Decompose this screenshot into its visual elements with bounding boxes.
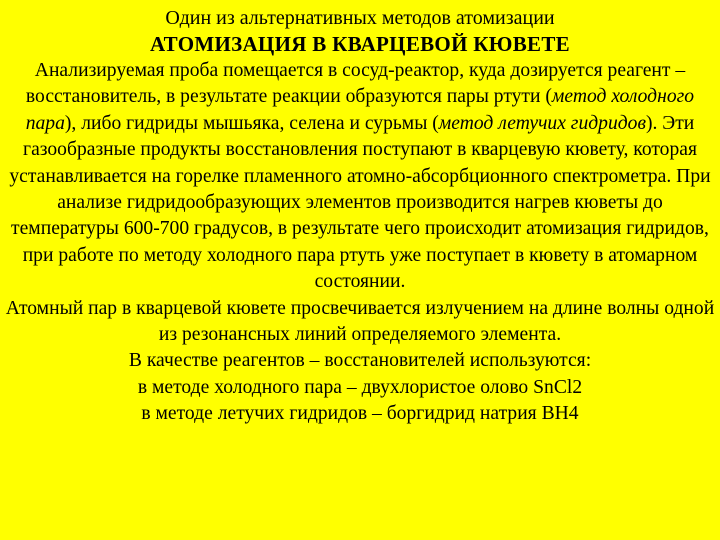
paragraph-part-2: ), либо гидриды мышьяка, селена и сурьмы ( xyxy=(64,112,439,134)
paragraph-part-1: Анализируемая проба помещается в сосуд-реактор, куда дозируется реагент – восстановитель, в результате реакции образуются пары ртути ( xyxy=(25,60,686,108)
list-item-hydrides: в методе летучих гидридов – боргидрид натрия BH4 xyxy=(141,403,579,425)
italic-cold-vapor-method: метод холодного пара xyxy=(25,86,695,134)
paragraph-part-3: ). Эти газообразные продукты восстановления поступают в кварцевую кювету, которая устанавливается на горелке пламенного атомно-абсорбционного спектрометра. При анализе гидридообразующих элементов производится нагрев кюветы до температуры 600-700 градусов, в результате чего происходит атомизация гидридов, при работе по методу холодного пара ртуть уже поступает в кювету в атомарном состоянии. xyxy=(9,112,711,293)
paragraph-description xyxy=(4,58,716,296)
italic-hydride-method: метод летучих гидридов xyxy=(438,112,646,134)
list-item-cold-vapor: в методе холодного пара – двухлористое олово SnCl2 xyxy=(137,376,583,398)
slide-subtitle: Один из альтернативных методов атомизации xyxy=(165,7,555,29)
reagent-list xyxy=(4,375,716,428)
paragraph-atomic-vapor: Атомный пар в кварцевой кювете просвечивается излучением на длине волны одной из резонансных линий определяемого элемента. xyxy=(5,297,715,346)
paragraph-reagents-intro: В качестве реагентов – восстановителей используются: xyxy=(128,350,592,372)
slide-title: АТОМИЗАЦИЯ В КВАРЦЕВОЙ КЮВЕТЕ xyxy=(150,32,570,56)
